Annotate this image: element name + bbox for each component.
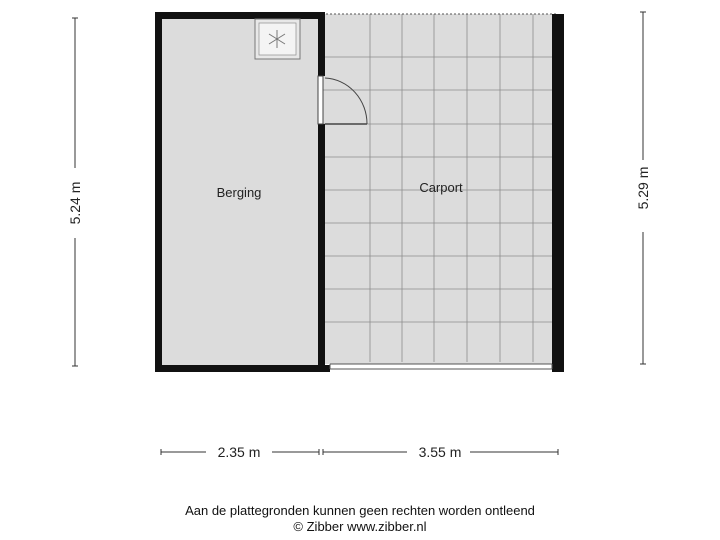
dimension-label-bottom-right-width: 3.55 m: [418, 444, 462, 460]
dimension-label-left-height: 5.24 m: [67, 181, 83, 225]
dimension-label-bottom-left-width: 2.35 m: [217, 444, 261, 460]
carport-bottom-opening: [330, 364, 552, 369]
dimension-label-right-height: 5.29 m: [635, 166, 651, 210]
room-label-carport: Carport: [419, 180, 463, 195]
room-label-berging: Berging: [216, 185, 262, 200]
footer-disclaimer: Aan de plattegronden kunnen geen rechten worden ontleend: [185, 503, 535, 518]
ventilation-unit-icon: [255, 19, 300, 59]
footer-copyright: © Zibber www.zibber.nl: [293, 519, 427, 534]
